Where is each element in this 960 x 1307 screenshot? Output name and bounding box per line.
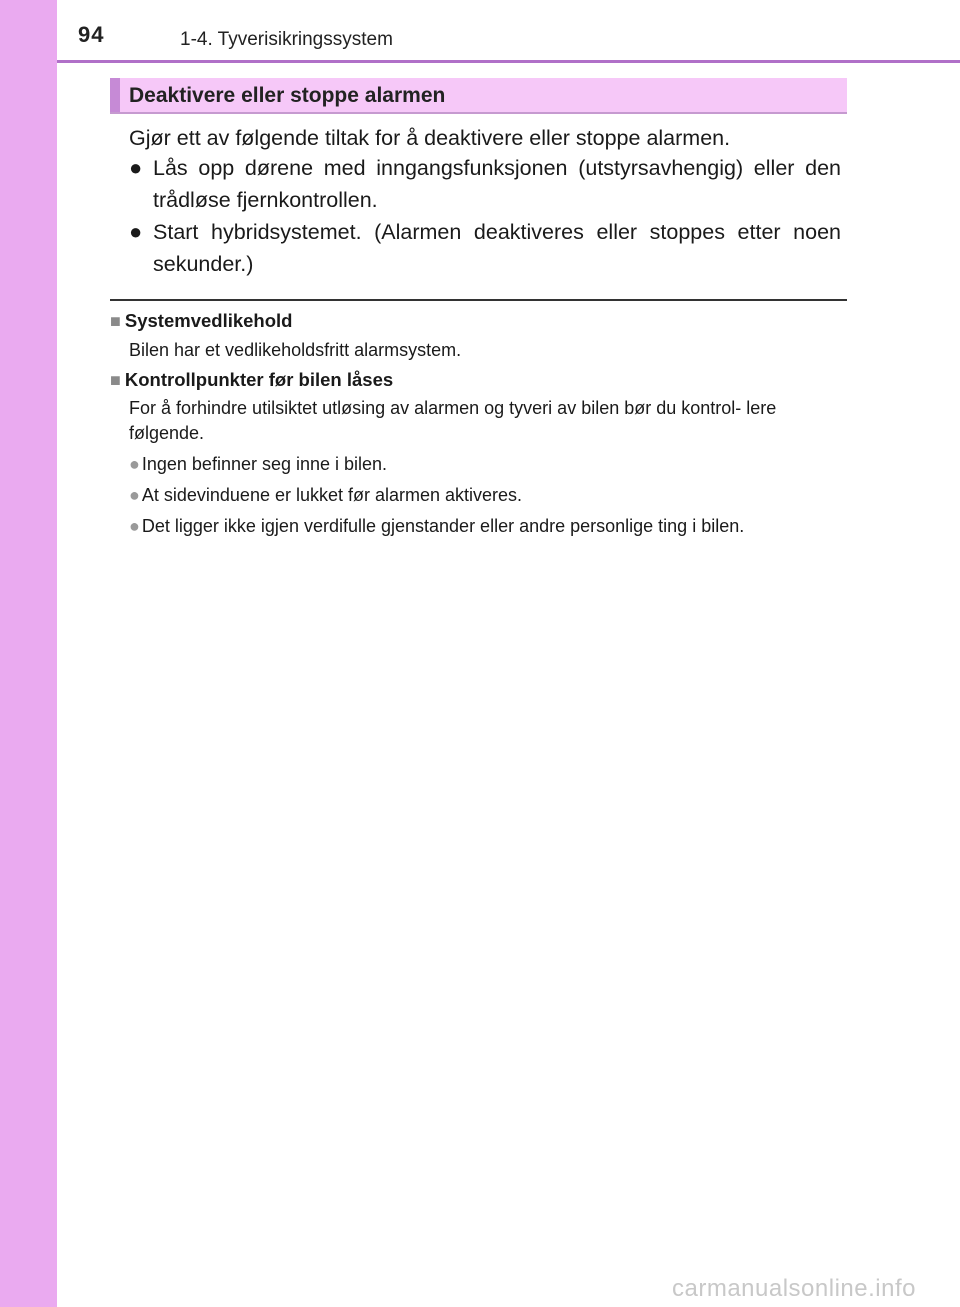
intro-paragraph: Gjør ett av følgende tiltak for å deaktivere eller stoppe alarmen.	[129, 126, 731, 150]
bullet-icon: ●	[129, 516, 140, 536]
list-item-text: Det ligger ikke igjen verdifulle gjenstander eller andre personlige ting i bilen.	[141, 516, 745, 536]
page-number: 94	[78, 22, 105, 47]
list-item-text: Start hybridsystemet. (Alarmen deaktiveres eller stoppes etter noen sekunder.)	[153, 220, 841, 276]
note-text: Bilen har et vedlikeholdsfritt alarmsystem.	[129, 340, 462, 360]
note-title: Systemvedlikehold	[124, 310, 293, 331]
note-text: For å forhindre utilsiktet utløsing av alarmen og tyveri av bilen bør du kontrol- lere følgende.	[129, 398, 777, 443]
section-heading: Deaktivere eller stoppe alarmen	[129, 84, 446, 107]
list-item-text: At sidevinduene er lukket før alarmen aktiveres.	[141, 485, 523, 505]
list-item-text: Ingen befinner seg inne i bilen.	[141, 454, 388, 474]
side-color-band	[0, 0, 57, 1307]
bullet-icon: ●	[129, 485, 140, 505]
bullet-icon: ●	[129, 219, 143, 244]
watermark: carmanualsonline.info	[672, 1275, 916, 1302]
note-heading	[110, 369, 393, 391]
list-item	[129, 452, 849, 477]
bullet-icon: ●	[129, 454, 140, 474]
list-item	[129, 216, 841, 280]
note-heading	[110, 310, 292, 332]
bullet-icon: ●	[129, 155, 143, 180]
heading-accent-bar	[110, 78, 120, 112]
note-title: Kontrollpunkter før bilen låses	[124, 369, 394, 390]
header-divider	[57, 60, 960, 63]
list-item-text: Lås opp dørene med inngangsfunksjonen (utstyrsavhengig) eller den trådløse fjernkontrollen.	[153, 156, 841, 212]
section-title: 1-4. Tyverisikringssystem	[180, 29, 393, 50]
list-item	[129, 152, 841, 216]
section-divider	[110, 299, 847, 301]
section-heading-box	[110, 78, 847, 114]
list-item	[129, 514, 849, 539]
list-item	[129, 483, 849, 508]
square-bullet-icon: ■	[110, 370, 121, 390]
square-bullet-icon: ■	[110, 311, 121, 331]
